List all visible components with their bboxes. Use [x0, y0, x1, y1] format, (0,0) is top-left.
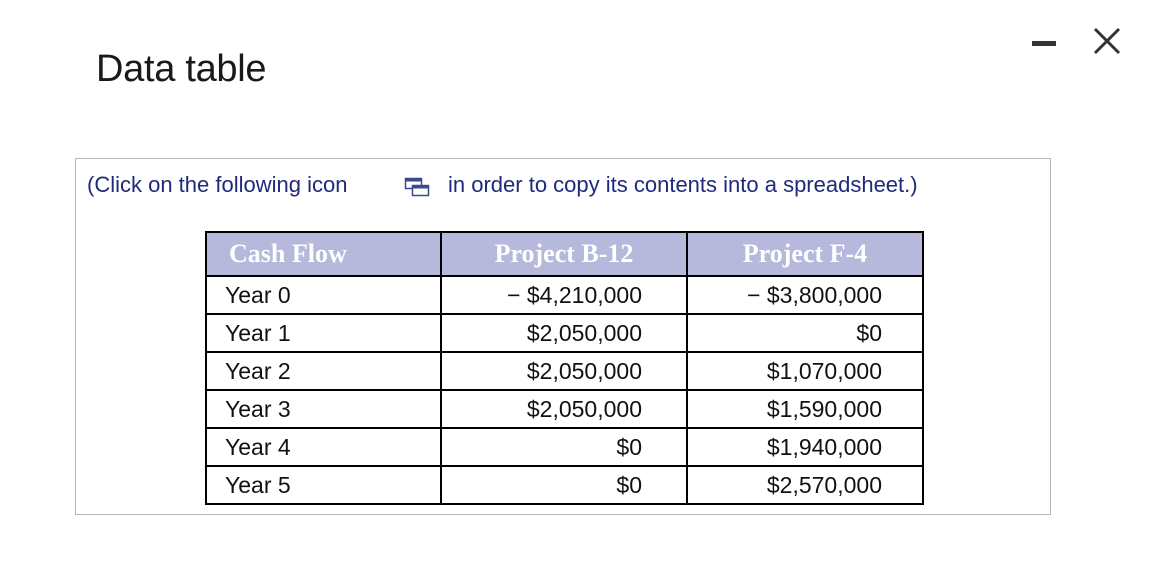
project-f4-value: $2,570,000 [687, 466, 923, 504]
table-row [206, 276, 923, 314]
project-b12-value: − $4,210,000 [441, 276, 687, 314]
minimize-button[interactable] [1032, 28, 1058, 54]
column-header-cash-flow: Cash Flow [206, 232, 441, 276]
table-row [206, 314, 923, 352]
project-f4-value: $1,070,000 [687, 352, 923, 390]
column-header-project-b12: Project B-12 [441, 232, 687, 276]
row-label: Year 0 [206, 276, 441, 314]
table-row [206, 352, 923, 390]
row-label: Year 2 [206, 352, 441, 390]
dialog-title: Data table [96, 48, 267, 90]
table-header-row [206, 232, 923, 276]
project-f4-value: $1,590,000 [687, 390, 923, 428]
project-b12-value: $2,050,000 [441, 314, 687, 352]
column-header-project-f4: Project F-4 [687, 232, 923, 276]
project-f4-value: $1,940,000 [687, 428, 923, 466]
row-label: Year 4 [206, 428, 441, 466]
table-row [206, 428, 923, 466]
project-b12-value: $2,050,000 [441, 352, 687, 390]
project-f4-value: $0 [687, 314, 923, 352]
project-b12-value: $0 [441, 466, 687, 504]
row-label: Year 1 [206, 314, 441, 352]
instruction-text-prefix: (Click on the following icon [87, 172, 348, 197]
row-label: Year 3 [206, 390, 441, 428]
minimize-icon [1032, 41, 1056, 46]
close-icon [1092, 26, 1122, 56]
copy-spreadsheet-icon[interactable] [404, 177, 430, 199]
project-b12-value: $2,050,000 [441, 390, 687, 428]
table-row [206, 466, 923, 504]
close-button[interactable] [1092, 26, 1122, 56]
instruction-text-suffix: in order to copy its contents into a spreadsheet.) [448, 172, 918, 197]
row-label: Year 5 [206, 466, 441, 504]
project-b12-value: $0 [441, 428, 687, 466]
cash-flow-table [205, 231, 924, 505]
table-row [206, 390, 923, 428]
project-f4-value: − $3,800,000 [687, 276, 923, 314]
